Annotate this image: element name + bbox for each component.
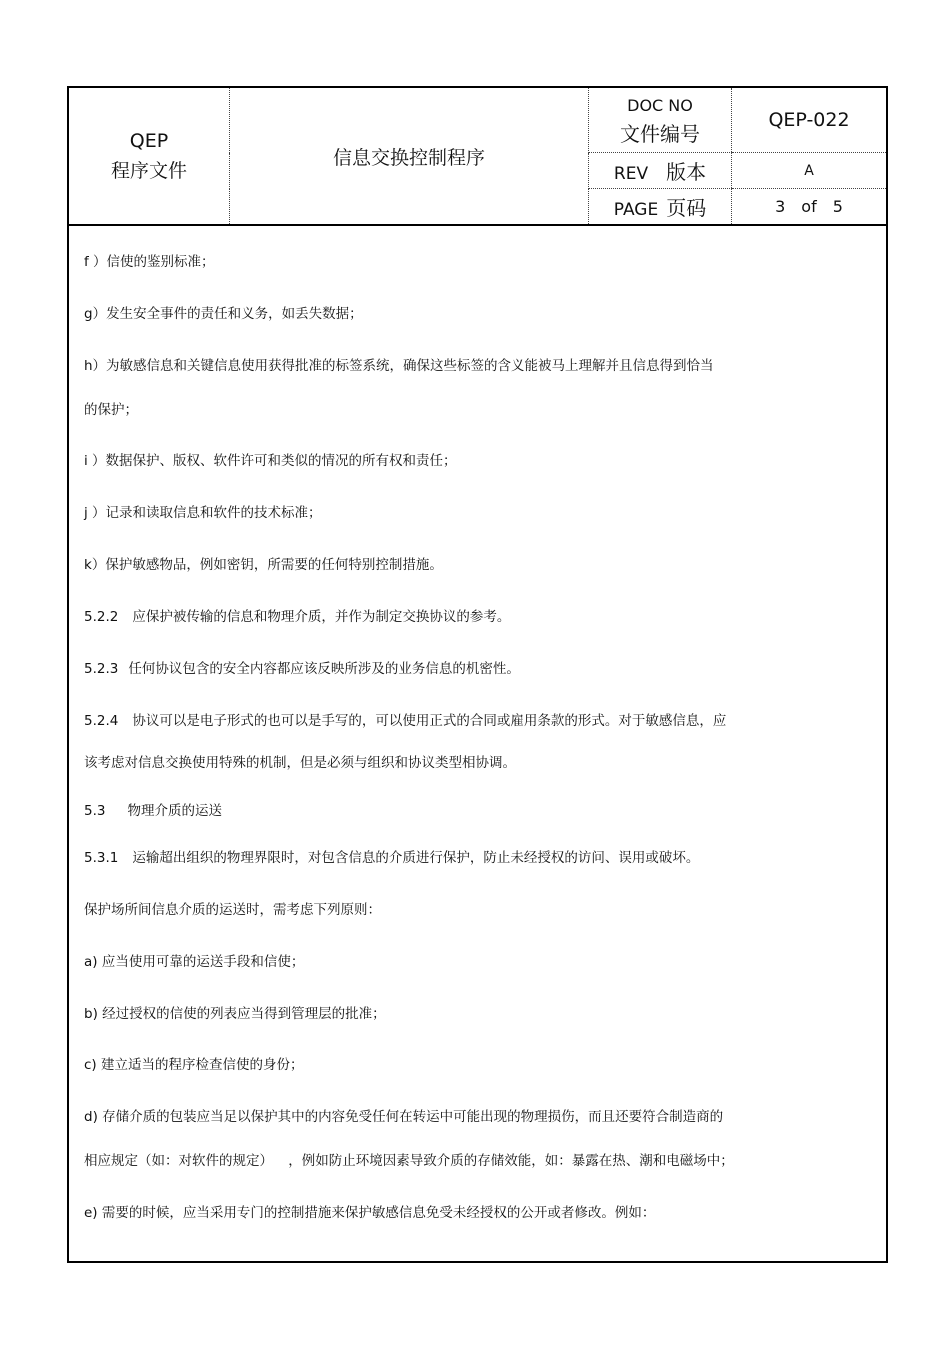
page-of: of [801, 197, 817, 216]
list-item-continuation [84, 1149, 734, 1169]
page-label-en: PAGE [613, 200, 659, 220]
rev-value: A [732, 153, 887, 189]
list-item: e) 需要的时候，应当采用专门的控制措施来保护敏感信息免受未经授权的公开或者修改。例如： [84, 1205, 656, 1221]
org-cell [69, 88, 230, 225]
paragraph: i ）数据保护、版权、软件许可和类似的情况的所有权和责任； [84, 453, 457, 469]
section-5-3-1 [84, 846, 699, 866]
section-5-2-3 [84, 657, 520, 677]
text: 相应规定（如：对软件的规定） [84, 1153, 267, 1169]
section-text: 协议可以是电子形式的也可以是手写的，可以使用正式的合同或雇用条款的形式。对于敏感信息，应 [132, 713, 727, 729]
paragraph: f ）信使的鉴别标准； [84, 254, 215, 270]
document-header-table [69, 88, 886, 226]
doc-type: 程序文件 [110, 160, 187, 182]
page-total: 5 [832, 197, 843, 216]
list-item: c) 建立适当的程序检查信使的身份； [84, 1057, 304, 1073]
doc-no-label-zh: 文件编号 [620, 122, 700, 146]
section-number: 5.2.2 [84, 609, 119, 625]
section-number: 5.3 [84, 803, 106, 819]
paragraph: 的保护； [84, 402, 138, 418]
document-frame [67, 86, 888, 1263]
document-title: 信息交换控制程序 [230, 88, 589, 225]
paragraph: g）发生安全事件的责任和义务，如丢失数据； [84, 306, 363, 322]
rev-label [589, 153, 732, 189]
paragraph: 该考虑对信息交换使用特殊的机制，但是必须与组织和协议类型相协调。 [84, 755, 516, 771]
doc-no-label-en: DOC NO [627, 96, 693, 115]
text: ，例如防止环境因素导致介质的存储效能，如：暴露在热、潮和电磁场中； [288, 1153, 734, 1169]
rev-label-zh: 版本 [666, 160, 707, 184]
page-value [732, 189, 887, 226]
section-heading: 物理介质的运送 [127, 803, 222, 819]
rev-label-en: REV [613, 164, 649, 184]
section-number: 5.2.4 [84, 713, 119, 729]
section-5-2-4 [84, 709, 726, 729]
list-item: a) 应当使用可靠的运送手段和信使； [84, 954, 305, 970]
section-text: 任何协议包含的安全内容都应该反映所涉及的业务信息的机密性。 [128, 661, 520, 677]
section-5-3 [84, 799, 222, 819]
list-item: b) 经过授权的信使的列表应当得到管理层的批准； [84, 1006, 386, 1022]
list-item: d) 存储介质的包装应当足以保护其中的内容免受任何在转运中可能出现的物理损伤，而且还要符合制造商的 [84, 1109, 724, 1125]
page-current: 3 [775, 197, 786, 216]
paragraph: 保护场所间信息介质的运送时，需考虑下列原则： [84, 902, 381, 918]
paragraph: h）为敏感信息和关键信息使用获得批准的标签系统，确保这些标签的含义能被马上理解并且信息得到恰当 [84, 358, 714, 374]
paragraph: j ）记录和读取信息和软件的技术标准； [84, 505, 322, 521]
section-number: 5.2.3 [84, 661, 119, 677]
page-label-zh: 页码 [666, 196, 707, 220]
section-text: 运输超出组织的物理界限时，对包含信息的介质进行保护，防止未经授权的访问、误用或破坏。 [132, 850, 700, 866]
doc-no-label [589, 88, 732, 153]
section-number: 5.3.1 [84, 850, 119, 866]
section-5-2-2 [84, 605, 510, 625]
doc-no-value: QEP-022 [732, 88, 887, 153]
paragraph: k）保护敏感物品，例如密钥，所需要的任何特别控制措施。 [84, 557, 443, 573]
page-label [589, 189, 732, 226]
section-text: 应保护被传输的信息和物理介质，并作为制定交换协议的参考。 [132, 609, 511, 625]
org-name: QEP [129, 130, 169, 152]
